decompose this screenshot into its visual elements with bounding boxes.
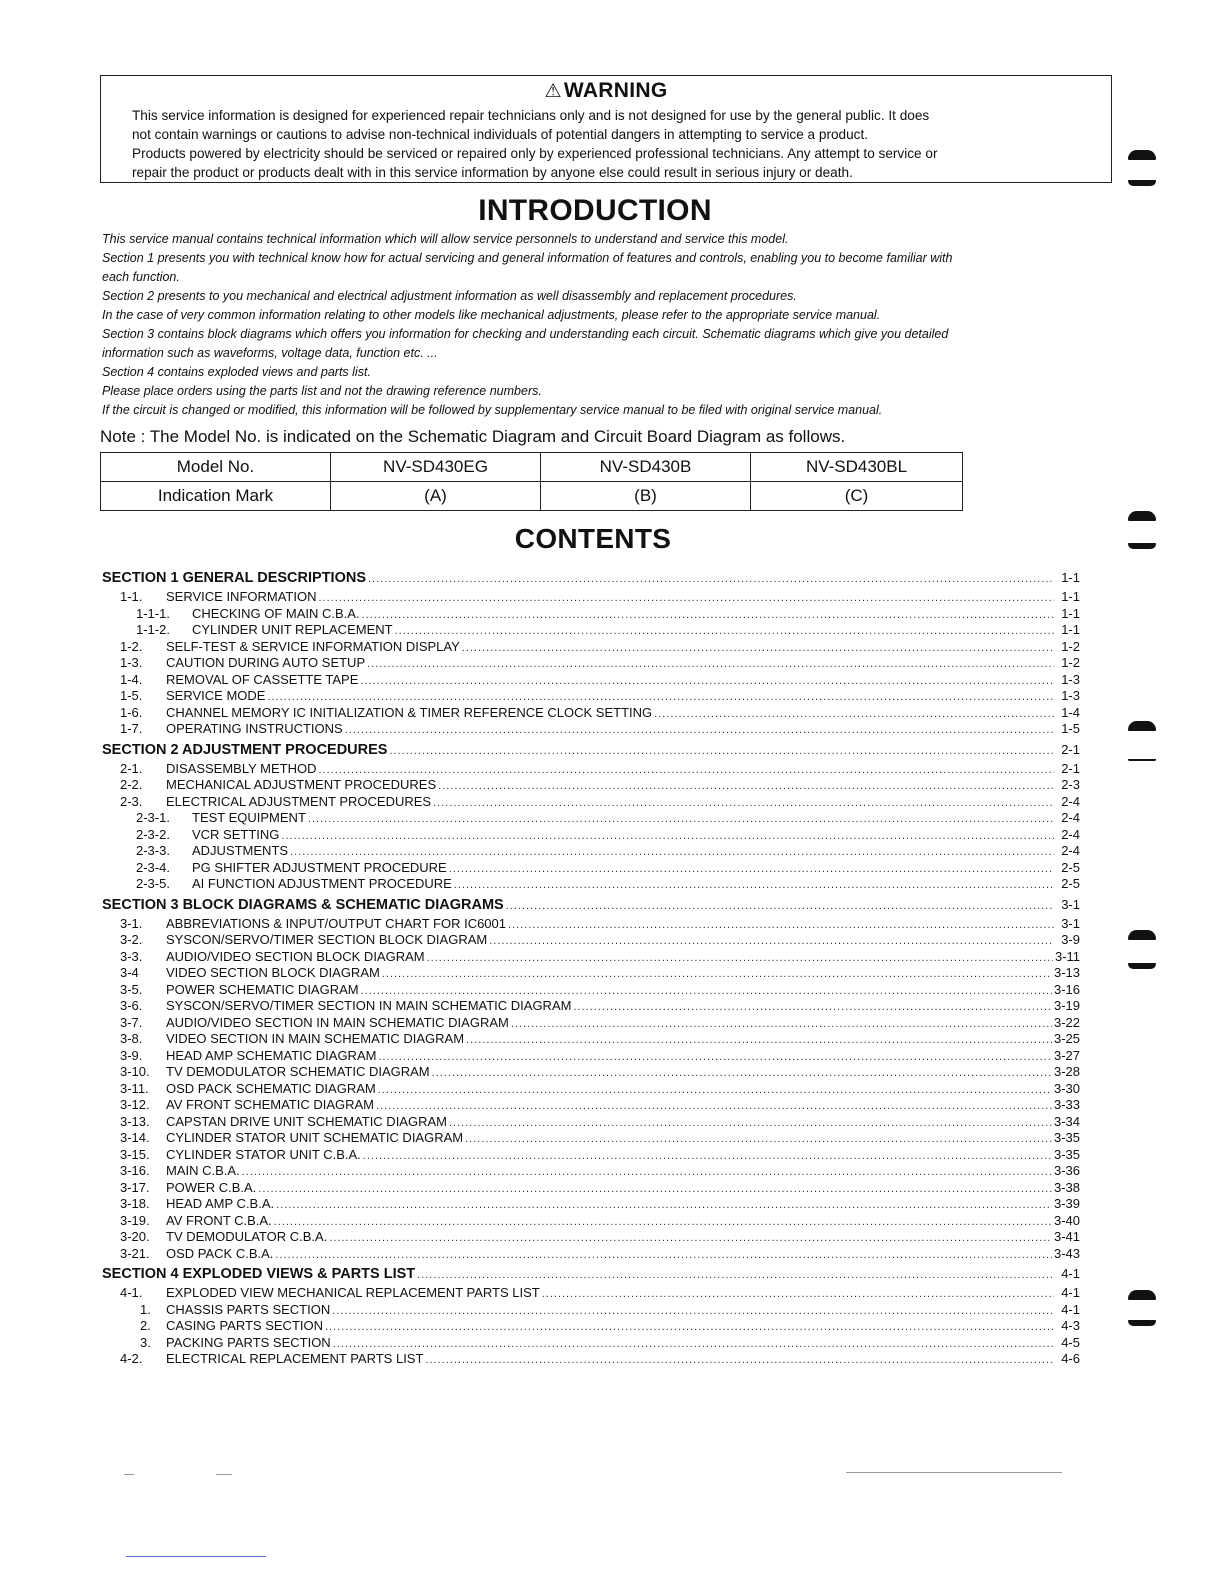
toc-entry-number: 2-3-4.: [136, 859, 170, 875]
toc-page-number: 3-35: [1053, 1146, 1080, 1162]
binder-mark-icon: [1128, 511, 1156, 521]
intro-line: Section 2 presents to you mechanical and electrical adjustment information as well disassembly and replacement procedures.: [102, 289, 797, 303]
toc-entry-title: SERVICE INFORMATION: [166, 589, 317, 604]
intro-line: Section 1 presents you with technical know how for actual servicing and general information of features and controls, enabling you to become familiar with: [102, 251, 953, 265]
toc-page-number: 3-19: [1053, 998, 1080, 1013]
toc-entry: [102, 1318, 1080, 1335]
toc-page-number: 1-3: [1061, 671, 1080, 687]
toc-page-number: 3-40: [1053, 1212, 1080, 1228]
toc-entry: [102, 606, 1080, 623]
indication-cell: (C): [751, 482, 963, 511]
warning-box: [100, 75, 1112, 183]
binder-mark-icon: [1128, 1290, 1156, 1300]
model-cell: NV-SD430EG: [331, 453, 541, 482]
intro-line: Please place orders using the parts list and not the drawing reference numbers.: [102, 384, 542, 398]
toc-leader-dots: [542, 1288, 1054, 1300]
toc-page-number: 3-27: [1053, 1047, 1080, 1063]
toc-leader-dots: [267, 691, 1054, 703]
toc-entry: [102, 982, 1080, 999]
toc-page-number: 3-1: [1061, 896, 1080, 912]
toc-leader-dots: [466, 1034, 1052, 1046]
toc-leader-dots: [425, 1354, 1054, 1366]
toc-page-number: 1-2: [1061, 638, 1080, 654]
warning-triangle-icon: ⚠: [544, 81, 562, 102]
toc-entry-title: ADJUSTMENTS: [192, 843, 289, 858]
binder-mark-icon: [1128, 759, 1156, 761]
toc-page-number: 1-1: [1061, 622, 1080, 637]
binder-mark-icon: [1128, 180, 1156, 186]
toc-page-number: 4-6: [1061, 1351, 1080, 1366]
toc-entry-title: AUDIO/VIDEO SECTION IN MAIN SCHEMATIC DIAGRAM: [166, 1014, 509, 1030]
toc-page-number: 4-1: [1061, 1266, 1080, 1281]
toc-page-number: 3-41: [1053, 1229, 1080, 1244]
toc-entry-number: 2-3-5.: [136, 876, 170, 891]
toc-entry-number: 3-7.: [120, 1014, 143, 1030]
toc-entry-number: 3-1.: [120, 915, 143, 931]
toc-page-number: 1-2: [1061, 655, 1080, 670]
toc-page-number: 3-34: [1053, 1113, 1080, 1129]
toc-leader-dots: [432, 1067, 1052, 1079]
intro-line: Section 3 contains block diagrams which offers you information for checking and understanding each circuit. Schematic diagrams which give you detailed: [102, 327, 949, 341]
toc-entry-number: 2-1.: [120, 760, 143, 776]
toc-entry-title: CHECKING OF MAIN C.B.A.: [192, 605, 360, 621]
toc-entry: [102, 672, 1080, 689]
toc-entry-title: CYLINDER STATOR UNIT C.B.A.: [166, 1146, 361, 1162]
toc-page-number: 3-30: [1053, 1080, 1080, 1096]
toc-page-number: 1-1: [1061, 605, 1080, 621]
toc-entry: [102, 1130, 1080, 1147]
toc-entry-number: 2.: [140, 1318, 151, 1333]
contents-heading: CONTENTS: [514, 523, 672, 554]
toc-page-number: 3-28: [1053, 1064, 1080, 1079]
intro-line: each function.: [102, 270, 180, 284]
toc-entry-title: DISASSEMBLY METHOD: [166, 760, 317, 776]
toc-entry: [102, 761, 1080, 778]
warning-text: [132, 106, 1082, 182]
toc-entry-title: OSD PACK SCHEMATIC DIAGRAM: [166, 1080, 376, 1096]
toc-entry: [102, 1031, 1080, 1048]
toc-page-number: 3-13: [1053, 965, 1080, 980]
bottom-rule: [126, 1556, 266, 1557]
toc-entry: [102, 688, 1080, 705]
toc-entry: [102, 655, 1080, 672]
toc-leader-dots: [242, 1166, 1052, 1178]
toc-page-number: 4-1: [1061, 1301, 1080, 1317]
toc-section-heading: [102, 570, 1080, 589]
indication-cell: Indication Mark: [101, 482, 331, 511]
toc-entry-title: VCR SETTING: [192, 826, 280, 842]
toc-leader-dots: [319, 764, 1055, 776]
toc-page-number: 1-1: [1061, 570, 1080, 585]
toc-section-title: SECTION 3 BLOCK DIAGRAMS & SCHEMATIC DIAGRAMS: [102, 896, 504, 913]
toc-entry-title: TEST EQUIPMENT: [192, 810, 306, 825]
toc-entry: [102, 1081, 1080, 1098]
toc-page-number: 2-4: [1061, 793, 1080, 809]
toc-leader-dots: [308, 813, 1054, 825]
model-cell: NV-SD430BL: [751, 453, 963, 482]
toc-entry: [102, 1196, 1080, 1213]
toc-leader-dots: [325, 1321, 1054, 1333]
warning-line: not contain warnings or cautions to advise non-technical individuals of potential dangers in attempting to service a product.: [132, 127, 869, 142]
toc-page-number: 3-16: [1053, 981, 1080, 997]
toc-entry: [102, 794, 1080, 811]
toc-entry-number: 1-7.: [120, 721, 143, 736]
toc-entry: [102, 721, 1080, 738]
toc-entry-number: 3-6.: [120, 998, 143, 1013]
toc-leader-dots: [367, 658, 1054, 670]
toc-entry-title: MAIN C.B.A.: [166, 1163, 240, 1178]
toc-entry-title: AI FUNCTION ADJUSTMENT PROCEDURE: [192, 876, 452, 891]
model-table: [100, 452, 963, 511]
toc-entry-title: PACKING PARTS SECTION: [166, 1334, 331, 1350]
toc-entry-number: 1-3.: [120, 655, 143, 670]
toc-leader-dots: [275, 1249, 1052, 1261]
toc-entry: [102, 777, 1080, 794]
toc-leader-dots: [454, 879, 1054, 891]
toc-leader-dots: [290, 846, 1054, 858]
toc-leader-dots: [449, 863, 1054, 875]
indication-cell: (B): [541, 482, 751, 511]
toc-entry: [102, 1229, 1080, 1246]
toc-entry-title: HEAD AMP SCHEMATIC DIAGRAM: [166, 1047, 377, 1063]
toc-page-number: 3-35: [1053, 1130, 1080, 1145]
toc-entry-number: 1-1.: [120, 589, 143, 604]
binder-mark-icon: [1128, 721, 1156, 731]
toc-entry: [102, 1163, 1080, 1180]
toc-page-number: 2-5: [1061, 859, 1080, 875]
toc-page-number: 2-4: [1061, 810, 1080, 825]
toc-entry-number: 3-10.: [120, 1064, 150, 1079]
toc-entry-number: 2-2.: [120, 777, 143, 792]
toc-entry-title: EXPLODED VIEW MECHANICAL REPLACEMENT PARTS LIST: [166, 1285, 540, 1300]
toc-entry-title: CASING PARTS SECTION: [166, 1318, 323, 1333]
model-cell: Model No.: [101, 453, 331, 482]
toc-leader-dots: [378, 1051, 1052, 1063]
intro-line: In the case of very common information relating to other models like mechanical adjustments, please refer to the appropriate service manual.: [102, 308, 881, 322]
toc-entry-title: OSD PACK C.B.A.: [166, 1245, 274, 1261]
toc-entry: [102, 949, 1080, 966]
toc-leader-dots: [395, 625, 1054, 637]
toc-entry-title: CHANNEL MEMORY IC INITIALIZATION & TIMER REFERENCE CLOCK SETTING: [166, 704, 653, 720]
toc-entry: [102, 1302, 1080, 1319]
toc-entry-number: 3-20.: [120, 1229, 150, 1244]
toc-entry-title: PG SHIFTER ADJUSTMENT PROCEDURE: [192, 859, 447, 875]
toc-leader-dots: [332, 1305, 1054, 1317]
toc-entry: [102, 916, 1080, 933]
toc-page-number: 1-1: [1061, 589, 1080, 604]
toc-leader-dots: [508, 919, 1054, 931]
toc-entry-title: POWER C.B.A.: [166, 1179, 257, 1195]
toc-leader-dots: [433, 797, 1054, 809]
toc-page-number: 2-4: [1061, 843, 1080, 858]
warning-line: repair the product or products dealt with in this service information by anyone else could result in serious injury or death.: [132, 165, 853, 180]
warning-heading: ⚠WARNING: [544, 79, 668, 102]
toc-page-number: 2-3: [1061, 777, 1080, 792]
binder-mark-icon: [1128, 963, 1156, 969]
indication-cell: (A): [331, 482, 541, 511]
toc-entry-number: 4-2.: [120, 1351, 143, 1366]
toc-entry-number: 1-2.: [120, 638, 143, 654]
toc-entry: [102, 1335, 1080, 1352]
toc-entry-number: 2-3-2.: [136, 826, 170, 842]
introduction-text: [102, 230, 1092, 420]
toc-leader-dots: [462, 642, 1054, 654]
scan-artifact: [216, 1474, 232, 1475]
toc-entry-number: 3.: [140, 1334, 151, 1350]
toc-entry: [102, 1285, 1080, 1302]
toc-entry-number: 3-16.: [120, 1163, 150, 1178]
toc-entry-title: HEAD AMP C.B.A.: [166, 1196, 275, 1211]
toc-leader-dots: [329, 1232, 1052, 1244]
toc-leader-dots: [654, 708, 1054, 720]
toc-entry-title: OPERATING INSTRUCTIONS: [166, 721, 343, 736]
toc-leader-dots: [489, 935, 1054, 947]
toc-leader-dots: [318, 592, 1054, 604]
binder-mark-icon: [1128, 930, 1156, 940]
toc-entry-number: 3-4: [120, 965, 139, 980]
table-of-contents: [102, 570, 1080, 1368]
toc-entry: [102, 589, 1080, 606]
toc-entry-number: 2-3-1.: [136, 810, 170, 825]
toc-entry: [102, 1048, 1080, 1065]
toc-leader-dots: [389, 745, 1054, 757]
toc-entry: [102, 1180, 1080, 1197]
toc-entry-number: 3-21.: [120, 1245, 150, 1261]
toc-leader-dots: [511, 1018, 1052, 1030]
toc-leader-dots: [258, 1183, 1052, 1195]
toc-page-number: 3-1: [1061, 915, 1080, 931]
toc-page-number: 2-5: [1061, 876, 1080, 891]
toc-page-number: 2-1: [1061, 760, 1080, 776]
model-note: Note : The Model No. is indicated on the Schematic Diagram and Circuit Board Diagram as follows.: [100, 427, 846, 446]
indication-row: [101, 482, 963, 511]
toc-entry-title: TV DEMODULATOR SCHEMATIC DIAGRAM: [166, 1064, 430, 1079]
toc-entry: [102, 810, 1080, 827]
toc-entry-number: 3-18.: [120, 1196, 150, 1211]
toc-entry-title: SELF-TEST & SERVICE INFORMATION DISPLAY: [166, 638, 460, 654]
toc-entry: [102, 932, 1080, 949]
toc-entry-number: 3-19.: [120, 1212, 150, 1228]
toc-page-number: 3-25: [1053, 1031, 1080, 1046]
toc-entry-title: VIDEO SECTION IN MAIN SCHEMATIC DIAGRAM: [166, 1031, 465, 1046]
toc-page-number: 2-4: [1061, 826, 1080, 842]
toc-entry-title: CAUTION DURING AUTO SETUP: [166, 655, 366, 670]
toc-leader-dots: [449, 1117, 1052, 1129]
toc-entry-title: TV DEMODULATOR C.B.A.: [166, 1229, 328, 1244]
toc-page-number: 1-3: [1061, 688, 1080, 703]
intro-line: If the circuit is changed or modified, this information will be followed by supplementary service manual to be filed with original service manual.: [102, 403, 883, 417]
intro-line: information such as waveforms, voltage data, function etc. ...: [102, 346, 438, 360]
toc-entry-title: AUDIO/VIDEO SECTION BLOCK DIAGRAM: [166, 948, 425, 964]
toc-page-number: 4-3: [1061, 1318, 1080, 1333]
toc-page-number: 4-5: [1061, 1334, 1080, 1350]
toc-entry: [102, 1114, 1080, 1131]
toc-entry-number: 1-5.: [120, 688, 143, 703]
toc-leader-dots: [368, 573, 1054, 585]
scan-artifact: [124, 1474, 134, 1475]
toc-entry: [102, 843, 1080, 860]
toc-leader-dots: [417, 1269, 1054, 1281]
toc-entry-number: 3-9.: [120, 1047, 143, 1063]
toc-entry-title: CAPSTAN DRIVE UNIT SCHEMATIC DIAGRAM: [166, 1113, 447, 1129]
toc-leader-dots: [345, 724, 1054, 736]
toc-entry-number: 3-11.: [120, 1080, 149, 1096]
toc-leader-dots: [360, 675, 1054, 687]
binder-mark-icon: [1128, 150, 1156, 160]
model-row: [101, 453, 963, 482]
toc-leader-dots: [376, 1100, 1052, 1112]
toc-entry-title: MECHANICAL ADJUSTMENT PROCEDURES: [166, 777, 437, 792]
binder-mark-icon: [1128, 1320, 1156, 1326]
toc-entry-number: 3-12.: [120, 1097, 150, 1112]
toc-entry-number: 3-15.: [120, 1146, 150, 1162]
toc-page-number: 3-43: [1053, 1245, 1080, 1261]
warning-line: Products powered by electricity should be serviced or repaired only by experienced professional technicians. Any attempt to service or: [132, 146, 938, 161]
introduction-heading: INTRODUCTION: [478, 194, 712, 227]
toc-leader-dots: [465, 1133, 1052, 1145]
toc-leader-dots: [362, 609, 1054, 621]
toc-entry: [102, 827, 1080, 844]
toc-entry-title: SERVICE MODE: [166, 688, 266, 703]
toc-entry: [102, 860, 1080, 877]
toc-leader-dots: [573, 1001, 1052, 1013]
toc-entry-title: CYLINDER STATOR UNIT SCHEMATIC DIAGRAM: [166, 1130, 464, 1145]
toc-entry-title: AV FRONT SCHEMATIC DIAGRAM: [166, 1097, 375, 1112]
toc-entry-number: 1-1-2.: [136, 622, 170, 637]
toc-page-number: 1-5: [1061, 721, 1080, 736]
toc-entry-number: 3-13.: [120, 1113, 150, 1129]
toc-leader-dots: [378, 1084, 1052, 1096]
toc-leader-dots: [276, 1199, 1052, 1211]
toc-leader-dots: [333, 1338, 1054, 1350]
toc-page-number: 3-39: [1053, 1196, 1080, 1211]
toc-entry: [102, 639, 1080, 656]
toc-entry-title: SYSCON/SERVO/TIMER SECTION IN MAIN SCHEMATIC DIAGRAM: [166, 998, 572, 1013]
toc-section-title: SECTION 1 GENERAL DESCRIPTIONS: [102, 570, 366, 586]
toc-entry-title: AV FRONT C.B.A.: [166, 1212, 272, 1228]
toc-section-title: SECTION 4 EXPLODED VIEWS & PARTS LIST: [102, 1266, 416, 1282]
toc-page-number: 4-1: [1061, 1285, 1080, 1300]
toc-section-heading: [102, 742, 1080, 761]
toc-entry: [102, 998, 1080, 1015]
toc-page-number: 3-33: [1053, 1097, 1080, 1112]
toc-entry-number: 3-17.: [120, 1179, 150, 1195]
toc-page-number: 3-38: [1053, 1179, 1080, 1195]
toc-entry-title: ELECTRICAL ADJUSTMENT PROCEDURES: [166, 793, 432, 809]
toc-entry: [102, 1246, 1080, 1263]
toc-entry-title: CHASSIS PARTS SECTION: [166, 1301, 331, 1317]
toc-entry: [102, 876, 1080, 893]
toc-section-heading: [102, 1266, 1080, 1285]
binder-mark-icon: [1128, 543, 1156, 549]
toc-entry: [102, 1064, 1080, 1081]
toc-page-number: 3-11: [1054, 948, 1080, 964]
toc-section-heading: [102, 897, 1080, 916]
toc-entry: [102, 705, 1080, 722]
toc-leader-dots: [361, 985, 1052, 997]
toc-entry-number: 2-3-3.: [136, 843, 170, 858]
toc-leader-dots: [506, 900, 1054, 912]
toc-page-number: 3-22: [1053, 1014, 1080, 1030]
toc-entry-title: CYLINDER UNIT REPLACEMENT: [192, 622, 393, 637]
toc-entry: [102, 965, 1080, 982]
toc-entry: [102, 1147, 1080, 1164]
toc-leader-dots: [427, 952, 1053, 964]
scan-artifact: [846, 1472, 1062, 1473]
toc-leader-dots: [382, 968, 1052, 980]
toc-entry-title: VIDEO SECTION BLOCK DIAGRAM: [166, 965, 380, 980]
toc-entry: [102, 622, 1080, 639]
toc-entry: [102, 1351, 1080, 1368]
toc-entry-title: SYSCON/SERVO/TIMER SECTION BLOCK DIAGRAM: [166, 932, 488, 947]
toc-leader-dots: [438, 780, 1054, 792]
toc-entry-number: 4-1.: [120, 1285, 143, 1300]
toc-entry-number: 3-5.: [120, 981, 143, 997]
toc-page-number: 3-9: [1061, 932, 1080, 947]
toc-entry-title: ABBREVIATIONS & INPUT/OUTPUT CHART FOR IC6001: [166, 915, 506, 931]
toc-entry: [102, 1015, 1080, 1032]
model-cell: NV-SD430B: [541, 453, 751, 482]
toc-entry-number: 3-8.: [120, 1031, 143, 1046]
toc-entry-number: 3-2.: [120, 932, 143, 947]
intro-line: Section 4 contains exploded views and parts list.: [102, 365, 371, 379]
warning-line: This service information is designed for experienced repair technicians only and is not designed for use by the general public. It does: [132, 108, 930, 123]
toc-entry-title: REMOVAL OF CASSETTE TAPE: [166, 671, 359, 687]
toc-page-number: 3-36: [1053, 1163, 1080, 1178]
intro-line: This service manual contains technical information which will allow service personnels to understand and service this model.: [102, 232, 789, 246]
toc-entry-title: POWER SCHEMATIC DIAGRAM: [166, 981, 359, 997]
toc-page-number: 1-4: [1061, 704, 1080, 720]
toc-entry-number: 1-1-1.: [136, 605, 170, 621]
toc-leader-dots: [281, 830, 1054, 842]
toc-entry-number: 1-4.: [120, 671, 143, 687]
toc-entry-number: 3-14.: [120, 1130, 150, 1145]
toc-entry: [102, 1097, 1080, 1114]
toc-entry-title: ELECTRICAL REPLACEMENT PARTS LIST: [166, 1351, 424, 1366]
toc-leader-dots: [274, 1216, 1052, 1228]
toc-entry-number: 2-3.: [120, 793, 143, 809]
toc-entry-number: 3-3.: [120, 948, 143, 964]
toc-entry-number: 1-6.: [120, 704, 143, 720]
toc-page-number: 2-1: [1061, 741, 1080, 757]
toc-entry: [102, 1213, 1080, 1230]
toc-section-title: SECTION 2 ADJUSTMENT PROCEDURES: [102, 741, 388, 758]
toc-leader-dots: [363, 1150, 1052, 1162]
toc-entry-number: 1.: [140, 1301, 151, 1317]
